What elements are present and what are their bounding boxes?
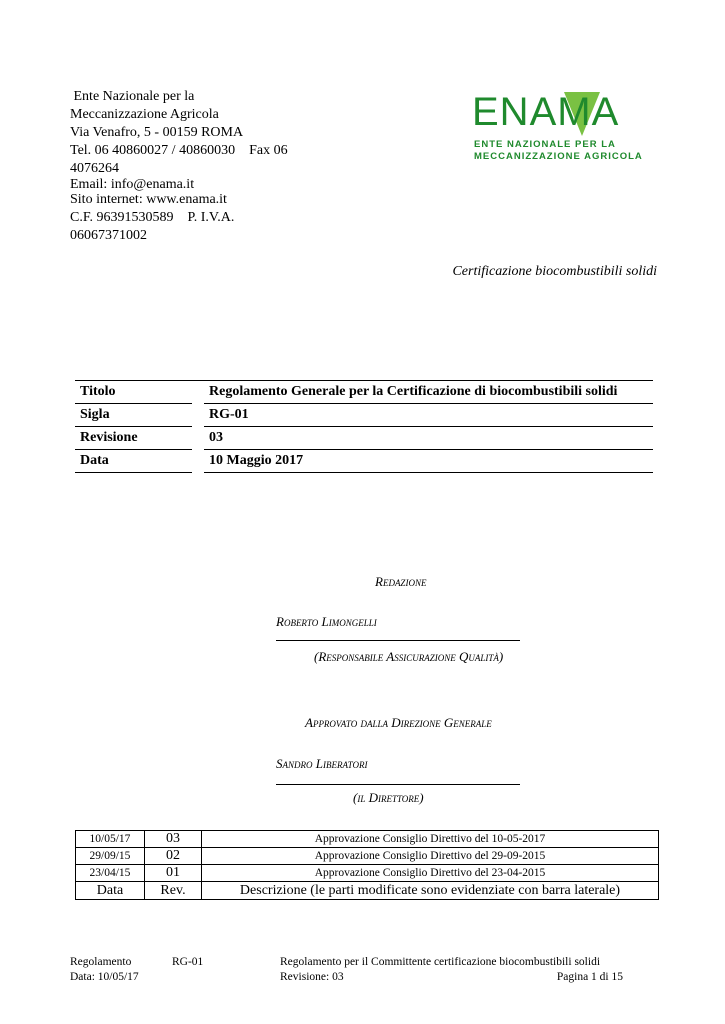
org-line: Meccanizzazione Agricola — [70, 107, 219, 122]
revision-header-rev: Rev. — [145, 882, 202, 900]
info-row-date — [75, 450, 653, 473]
footer-doc-code: RG-01 — [172, 956, 204, 968]
director-name: Sandro Liberatori — [276, 756, 368, 771]
org-line: 06067371002 — [70, 228, 147, 243]
info-key: Revisione — [75, 427, 192, 450]
revision-number: 01 — [145, 865, 202, 882]
revision-row — [76, 865, 659, 882]
info-value: 10 Maggio 2017 — [204, 450, 653, 473]
revision-date: 29/09/15 — [76, 848, 145, 865]
org-website: Sito internet: www.enama.it — [70, 192, 227, 207]
redazione-heading: Redazione — [375, 574, 427, 589]
enama-logo — [470, 90, 643, 164]
revision-header-row — [76, 882, 659, 900]
footer-date: Data: 10/05/17 — [70, 971, 139, 983]
footer-doc-label: Regolamento — [70, 956, 132, 968]
info-value: RG-01 — [204, 404, 653, 427]
org-line: Tel. 06 40860027 / 40860030 Fax 06 — [70, 143, 288, 158]
org-email: Email: info@enama.it — [70, 177, 195, 192]
author-name: Roberto Limongelli — [276, 614, 377, 629]
document-subtitle: Certificazione biocombustibili solidi — [452, 264, 657, 279]
revision-row — [76, 848, 659, 865]
footer-doc-title: Regolamento per il Committente certificazione biocombustibili solidi — [280, 956, 601, 968]
author-signature-line — [276, 640, 520, 641]
revision-date: 23/04/15 — [76, 865, 145, 882]
author-role: (Responsabile Assicurazione Qualità) — [314, 649, 504, 664]
info-key: Titolo — [75, 381, 192, 404]
revision-number: 03 — [145, 831, 202, 848]
org-line: C.F. 96391530589 P. I.V.A. — [70, 210, 235, 225]
revision-row — [76, 831, 659, 848]
document-info-table — [75, 380, 653, 473]
org-line: 4076264 — [70, 161, 119, 176]
director-role: (il Direttore) — [353, 790, 424, 805]
info-key: Sigla — [75, 404, 192, 427]
revision-description: Approvazione Consiglio Direttivo del 23-04-2015 — [202, 865, 659, 882]
logo-subtitle-line1: ENTE NAZIONALE PER LA — [474, 139, 616, 150]
info-value: Regolamento Generale per la Certificazione di biocombustibili solidi — [204, 381, 653, 404]
revision-date: 10/05/17 — [76, 831, 145, 848]
info-value: 03 — [204, 427, 653, 450]
approval-heading: Approvato dalla Direzione Generale — [305, 715, 492, 730]
revision-number: 02 — [145, 848, 202, 865]
revision-description: Approvazione Consiglio Direttivo del 10-05-2017 — [202, 831, 659, 848]
info-row-sigla — [75, 404, 653, 427]
org-line: Via Venafro, 5 - 00159 ROMA — [70, 125, 244, 140]
revision-header-desc: Descrizione (le parti modificate sono evidenziate con barra laterale) — [202, 882, 659, 900]
footer-page-number: Pagina 1 di 15 — [556, 971, 623, 983]
logo-wordmark: ENAMA — [472, 90, 620, 134]
director-signature-line — [276, 784, 520, 785]
revision-description: Approvazione Consiglio Direttivo del 29-09-2015 — [202, 848, 659, 865]
org-address-block — [70, 88, 288, 245]
revision-history-table — [75, 830, 659, 900]
logo-subtitle-line2: MECCANIZZAZIONE AGRICOLA — [474, 151, 643, 162]
info-row-title — [75, 381, 653, 404]
footer-revision: Revisione: 03 — [280, 971, 344, 983]
org-line: Ente Nazionale per la — [70, 89, 195, 104]
revision-header-date: Data — [76, 882, 145, 900]
info-row-revision — [75, 427, 653, 450]
info-key: Data — [75, 450, 192, 473]
